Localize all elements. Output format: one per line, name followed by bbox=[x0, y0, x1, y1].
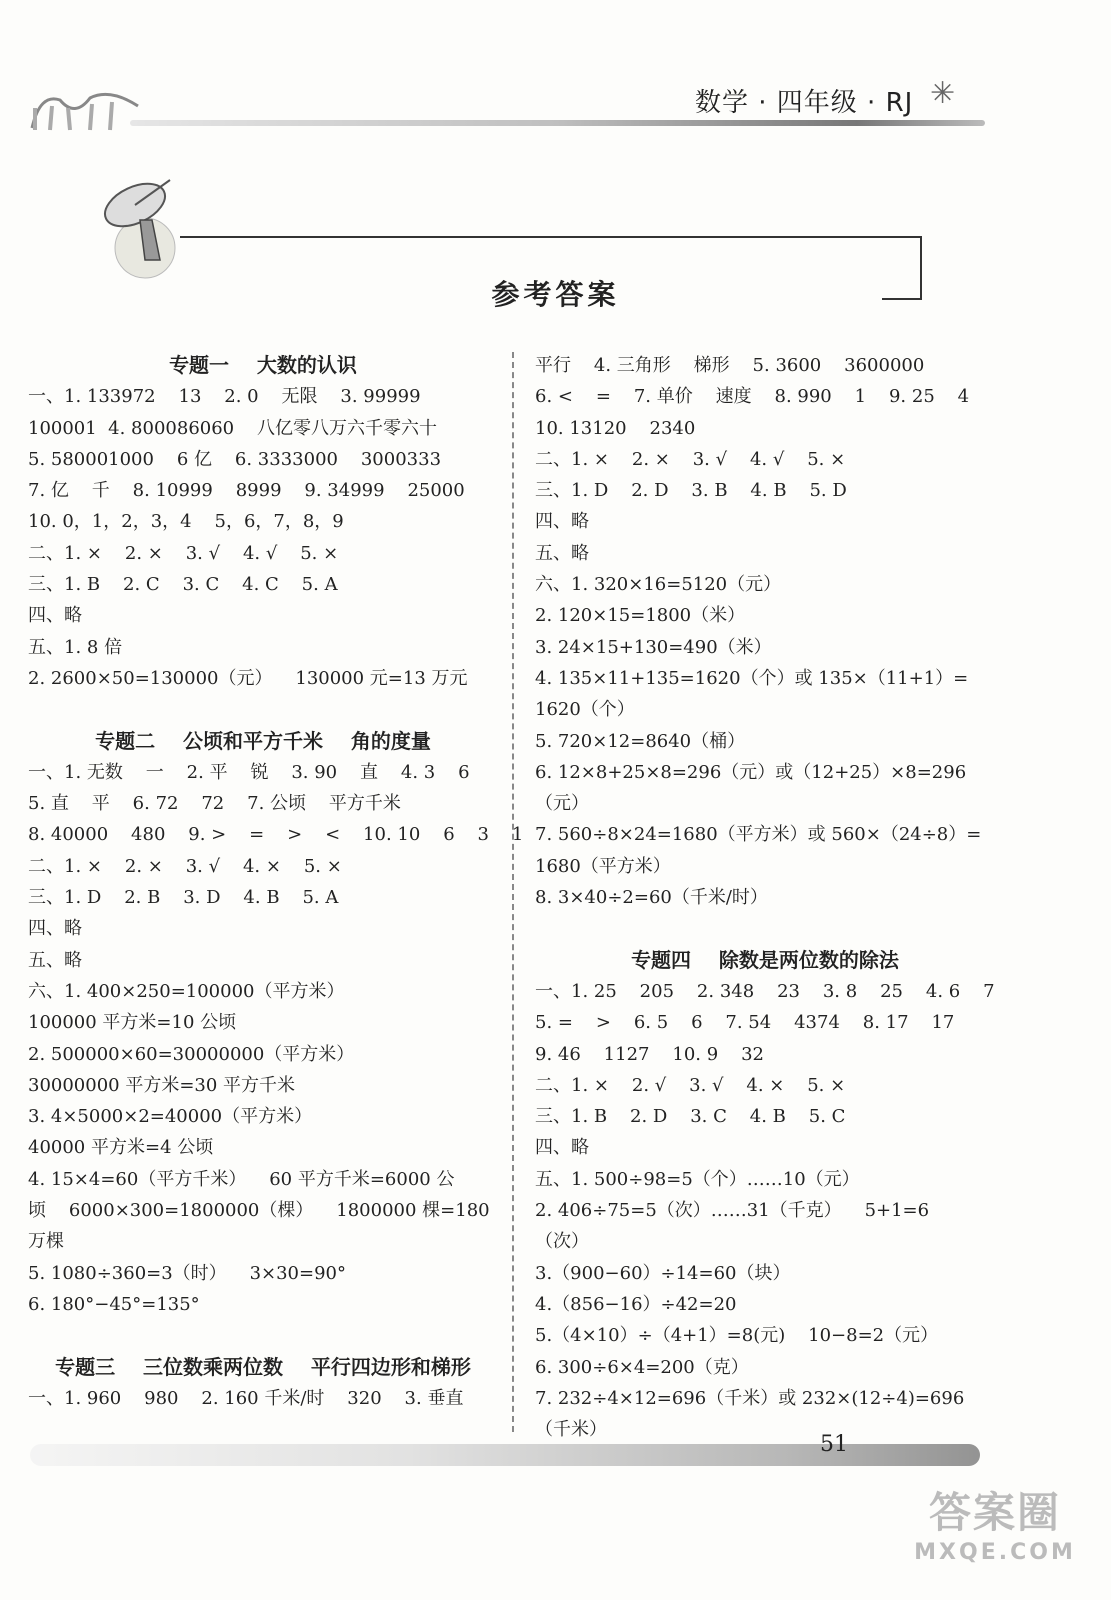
answer-line: 8. 3×40÷2=60（千米/时） bbox=[535, 887, 768, 909]
answer-line: 万棵 bbox=[28, 1231, 64, 1253]
answer-line: 三、1. D 2. B 3. D 4. B 5. A bbox=[28, 887, 339, 909]
answer-line: 100000 平方米=10 公顷 bbox=[28, 1012, 237, 1034]
header-title: 数学 · 四年级 · RJ bbox=[695, 88, 914, 118]
answer-line: 5. 直 平 6. 72 72 7. 公顷 平方千米 bbox=[28, 793, 401, 815]
answer-line: 5.（4×10）÷（4+1）=8(元) 10−8=2（元） bbox=[535, 1325, 939, 1347]
page-title: 参考答案 bbox=[491, 278, 620, 311]
answer-line: （元） bbox=[535, 793, 589, 815]
answer-line: 4.（856−16）÷42=20 bbox=[535, 1293, 737, 1315]
answer-line: 2. 120×15=1800（米） bbox=[535, 605, 746, 627]
answer-line: 四、略 bbox=[535, 1137, 589, 1159]
watermark-logo: 答案圈 MXQE.COM bbox=[914, 1488, 1076, 1565]
answer-line: （次） bbox=[535, 1231, 589, 1253]
answer-line: 30000000 平方米=30 平方千米 bbox=[28, 1074, 296, 1096]
spacer bbox=[28, 694, 498, 725]
answer-line: 6. < = 7. 单价 速度 8. 990 1 9. 25 4 bbox=[535, 386, 970, 408]
answer-line: 一、1. 无数 一 2. 平 锐 3. 90 直 4. 3 6 bbox=[28, 761, 470, 783]
star-icon: ✳ bbox=[930, 76, 956, 111]
answer-line: 平行 4. 三角形 梯形 5. 3600 3600000 bbox=[535, 355, 925, 376]
answer-line: 2. 406÷75=5（次）……31（千克） 5+1=6 bbox=[535, 1200, 930, 1222]
answer-line: 9. 46 1127 10. 9 32 bbox=[535, 1043, 764, 1065]
left-column bbox=[28, 350, 524, 1414]
answer-line: 二、1. × 2. × 3. √ 4. √ 5. × bbox=[535, 448, 846, 470]
header-decoration-icon bbox=[30, 88, 140, 133]
answer-line: 4. 15×4=60（平方千米） 60 平方千米=6000 公 bbox=[28, 1168, 455, 1190]
page-number: 51 bbox=[820, 1432, 848, 1457]
answer-line: 40000 平方米=4 公顷 bbox=[28, 1137, 214, 1159]
header-rule bbox=[130, 120, 985, 126]
answer-line: 1620（个） bbox=[535, 699, 635, 721]
answer-line: 四、略 bbox=[28, 605, 82, 627]
answer-line: 六、1. 400×250=100000（平方米） bbox=[28, 980, 345, 1002]
spacer bbox=[28, 1320, 498, 1351]
answer-line: 10. 0，1，2，3，4 5，6，7，8，9 bbox=[28, 511, 344, 533]
answer-line: 二、1. × 2. √ 3. √ 4. × 5. × bbox=[535, 1074, 846, 1096]
answer-line: 1680（平方米） bbox=[535, 855, 671, 877]
answer-line: 一、1. 133972 13 2. 0 无限 3. 99999 bbox=[28, 386, 421, 408]
right-column bbox=[535, 350, 995, 1445]
answer-line: 五、1. 8 倍 bbox=[28, 636, 123, 658]
answer-line: 6. 300÷6×4=200（克） bbox=[535, 1356, 749, 1378]
answer-line: 三、1. B 2. D 3. C 4. B 5. C bbox=[535, 1106, 846, 1128]
answer-line: 6. 12×8+25×8=296（元）或（12+25）×8=296 bbox=[535, 761, 967, 783]
answer-line: 5. 1080÷360=3（时） 3×30=90° bbox=[28, 1262, 346, 1284]
answer-line: 2. 500000×60=30000000（平方米） bbox=[28, 1043, 355, 1065]
answer-line: 四、略 bbox=[28, 918, 82, 940]
answer-line: 4. 135×11+135=1620（个）或 135×（11+1）= bbox=[535, 667, 969, 689]
section-heading: 专题一 大数的认识 bbox=[169, 353, 357, 377]
answer-line: 7. 232÷4×12=696（千米）或 232×(12÷4)=696 bbox=[535, 1387, 965, 1409]
answer-line: 3.（900−60）÷14=60（块） bbox=[535, 1262, 791, 1284]
answer-line: 7. 560÷8×24=1680（平方米）或 560×（24÷8）= bbox=[535, 824, 982, 846]
answer-line: 二、1. × 2. × 3. √ 4. × 5. × bbox=[28, 855, 342, 877]
answer-line: 2. 2600×50=130000（元） 130000 元=13 万元 bbox=[28, 667, 468, 689]
answer-line: 5. 720×12=8640（桶） bbox=[535, 730, 746, 752]
answer-line: 四、略 bbox=[535, 511, 589, 533]
answer-line: 10. 13120 2340 bbox=[535, 417, 696, 439]
answer-line: 三、1. D 2. D 3. B 4. B 5. D bbox=[535, 480, 847, 502]
answer-line: 3. 24×15+130=490（米） bbox=[535, 636, 772, 658]
section-heading: 专题三 三位数乘两位数 平行四边形和梯形 bbox=[55, 1354, 471, 1379]
answer-line: 一、1. 960 980 2. 160 千米/时 320 3. 垂直 bbox=[28, 1387, 464, 1409]
answer-line: 7. 亿 千 8. 10999 8999 9. 34999 25000 bbox=[28, 480, 465, 502]
answer-line: 6. 180°−45°=135° bbox=[28, 1293, 200, 1315]
section-heading: 专题二 公顷和平方千米 角的度量 bbox=[95, 728, 431, 753]
answer-line: 六、1. 320×16=5120（元） bbox=[535, 574, 782, 596]
answer-line: （千米） bbox=[535, 1419, 607, 1441]
answer-line: 5. = > 6. 5 6 7. 54 4374 8. 17 17 bbox=[535, 1012, 955, 1034]
answer-line: 8. 40000 480 9. > = > < 10. 10 6 3 1 bbox=[28, 824, 524, 846]
answer-line: 二、1. × 2. × 3. √ 4. √ 5. × bbox=[28, 542, 339, 564]
column-divider bbox=[512, 352, 514, 1432]
section-heading: 专题四 除数是两位数的除法 bbox=[631, 947, 899, 972]
answer-line: 五、略 bbox=[535, 542, 589, 564]
answer-line: 5. 580001000 6 亿 6. 3333000 3000333 bbox=[28, 448, 442, 470]
answer-line: 一、1. 25 205 2. 348 23 3. 8 25 4. 6 7 bbox=[535, 980, 995, 1002]
answer-line: 顷 6000×300=1800000（棵） 1800000 棵=180 bbox=[28, 1200, 490, 1222]
answer-line: 100001 4. 800086060 八亿零八万六千零六十 bbox=[28, 417, 438, 439]
answer-line: 三、1. B 2. C 3. C 4. C 5. A bbox=[28, 574, 338, 596]
spacer bbox=[535, 913, 995, 944]
answer-line: 3. 4×5000×2=40000（平方米） bbox=[28, 1106, 313, 1128]
answer-line: 五、1. 500÷98=5（个）……10（元） bbox=[535, 1168, 860, 1190]
answer-line: 五、略 bbox=[28, 949, 82, 971]
